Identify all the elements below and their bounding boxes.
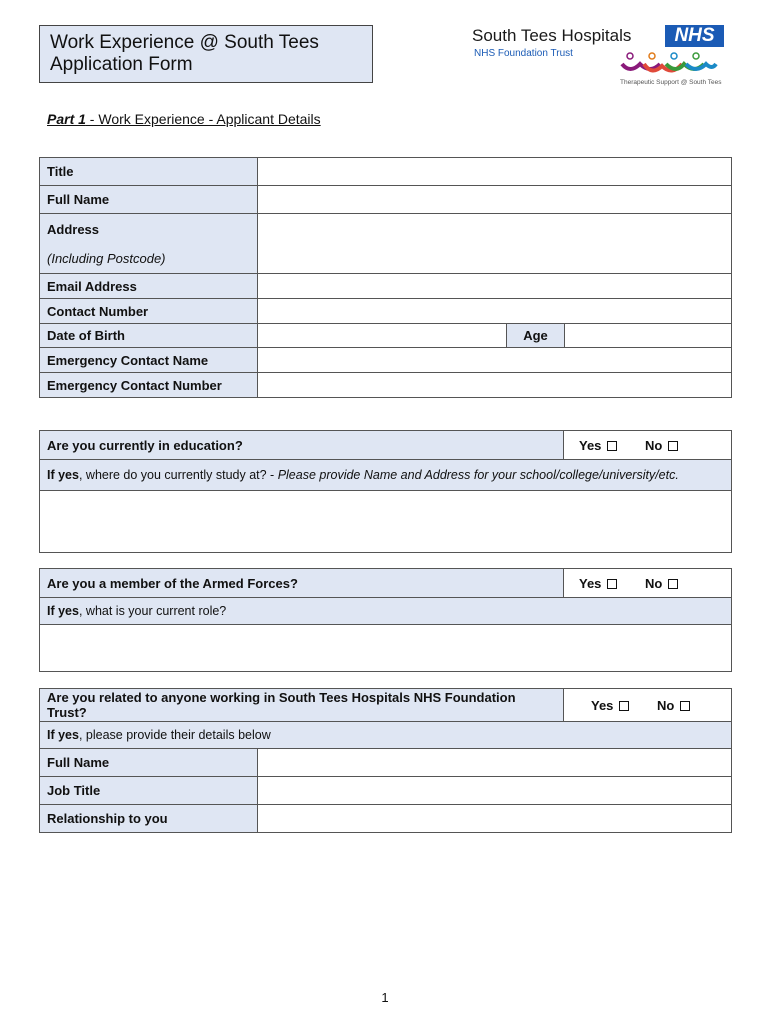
part-heading-prefix: Part 1 — [47, 111, 86, 127]
related-full-name-label: Full Name — [40, 749, 258, 777]
education-if-yes: If yes — [47, 468, 79, 482]
armed-forces-no-checkbox[interactable] — [668, 579, 678, 589]
emergency-name-field[interactable] — [258, 348, 732, 373]
full-name-label: Full Name — [40, 186, 258, 214]
address-label-text: Address — [47, 221, 100, 237]
education-question: Are you currently in education? — [40, 431, 564, 460]
armed-forces-follow-up — [40, 598, 732, 625]
full-name-field[interactable] — [258, 186, 732, 214]
related-follow-up-text: , please provide their details below — [78, 728, 271, 742]
related-yes-checkbox[interactable] — [619, 701, 629, 711]
email-field[interactable] — [258, 274, 732, 299]
page-number: 1 — [381, 990, 389, 1005]
related-yes-label: Yes — [591, 697, 614, 713]
related-relationship-label: Relationship to you — [40, 805, 258, 833]
related-follow-up — [40, 722, 732, 749]
related-question: Are you related to anyone working in South Tees Hospitals NHS Foundation Trust? — [40, 689, 564, 722]
related-job-title-field[interactable] — [258, 777, 732, 805]
form-title-line2: Application Form — [50, 54, 193, 75]
armed-forces-question: Are you a member of the Armed Forces? — [40, 569, 564, 598]
armed-forces-role-field[interactable] — [40, 625, 732, 672]
form-title-box — [39, 25, 373, 83]
dob-label: Date of Birth — [40, 324, 258, 348]
org-subtitle: NHS Foundation Trust — [474, 48, 573, 59]
nhs-logo: NHS — [665, 25, 724, 47]
applicant-details-table — [39, 157, 732, 398]
education-no-label: No — [645, 437, 663, 453]
address-note: (Including Postcode) — [47, 250, 166, 266]
education-no-checkbox[interactable] — [668, 441, 678, 451]
education-yes-no — [564, 431, 732, 460]
address-label — [40, 214, 258, 274]
related-table — [39, 688, 732, 833]
education-follow-up — [40, 460, 732, 491]
armed-forces-table — [39, 568, 732, 672]
org-name: South Tees Hospitals — [472, 26, 632, 45]
age-field[interactable] — [565, 324, 732, 348]
armed-forces-if-yes: If yes — [47, 604, 79, 618]
title-label: Title — [40, 158, 258, 186]
emergency-number-label: Emergency Contact Number — [40, 373, 258, 398]
education-details-field[interactable] — [40, 491, 732, 553]
contact-number-label: Contact Number — [40, 299, 258, 324]
form-title-line1: Work Experience @ South Tees — [50, 32, 319, 53]
armed-forces-yes-no — [564, 569, 732, 598]
related-if-yes: If yes — [47, 728, 79, 742]
dob-field[interactable] — [258, 324, 507, 348]
armed-forces-follow-up-text: , what is your current role? — [78, 604, 227, 618]
education-table — [39, 430, 732, 553]
contact-number-field[interactable] — [258, 299, 732, 324]
armed-forces-no-label: No — [645, 575, 663, 591]
armed-forces-yes-checkbox[interactable] — [607, 579, 617, 589]
therapeutic-support-logo-icon — [620, 50, 720, 78]
title-field[interactable] — [258, 158, 732, 186]
armed-forces-yes-label: Yes — [579, 575, 602, 591]
related-no-label: No — [657, 697, 675, 713]
related-full-name-field[interactable] — [258, 749, 732, 777]
address-field[interactable] — [258, 214, 732, 274]
related-yes-no — [564, 689, 732, 722]
related-job-title-label: Job Title — [40, 777, 258, 805]
part-heading-text: - Work Experience - Applicant Details — [85, 111, 321, 127]
email-label: Email Address — [40, 274, 258, 299]
education-yes-label: Yes — [579, 437, 602, 453]
age-label: Age — [507, 324, 565, 348]
related-relationship-field[interactable] — [258, 805, 732, 833]
emergency-number-field[interactable] — [258, 373, 732, 398]
org-tagline: Therapeutic Support @ South Tees — [620, 79, 722, 86]
education-follow-up-text: , where do you currently study at? - — [78, 468, 278, 482]
education-follow-up-italic: Please provide Name and Address for your school/college/university/etc. — [277, 468, 679, 482]
emergency-name-label: Emergency Contact Name — [40, 348, 258, 373]
part-heading — [47, 111, 321, 127]
related-no-checkbox[interactable] — [680, 701, 690, 711]
education-yes-checkbox[interactable] — [607, 441, 617, 451]
